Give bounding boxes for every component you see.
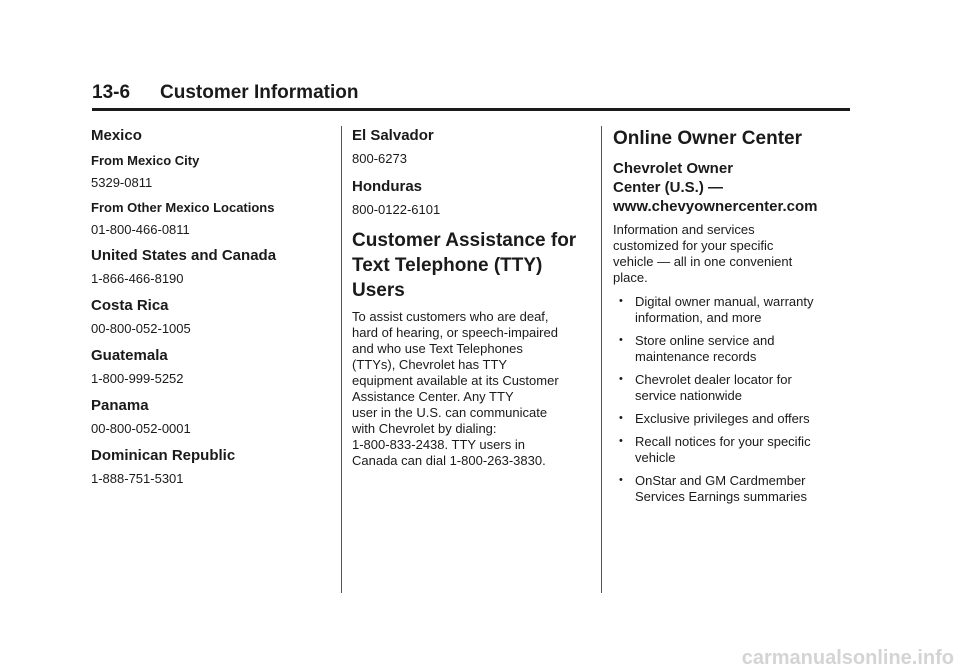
watermark: carmanualsonline.info bbox=[741, 647, 954, 669]
heading-online-owner-center: Online Owner Center bbox=[613, 128, 802, 149]
phone-us-canada: 1-866-466-8190 bbox=[91, 271, 184, 286]
heading-honduras: Honduras bbox=[352, 178, 423, 195]
phone-dominican-republic: 1-888-751-5301 bbox=[91, 471, 184, 486]
label-from-mexico-city: From Mexico City bbox=[91, 153, 200, 168]
list-item-line: Recall notices for your specific bbox=[635, 434, 811, 449]
subheading-line: Center (U.S.) — bbox=[613, 179, 724, 196]
list-item bbox=[613, 333, 853, 365]
intro-line: place. bbox=[613, 270, 648, 285]
phone-honduras: 800-0122-6101 bbox=[352, 202, 441, 217]
list-item-line: OnStar and GM Cardmember bbox=[635, 473, 806, 488]
tty-text-line: user in the U.S. can communicate bbox=[352, 405, 548, 420]
list-item bbox=[613, 473, 853, 505]
tty-paragraph bbox=[352, 309, 592, 469]
page-header bbox=[92, 82, 850, 111]
phone-mexico-other: 01-800-466-0811 bbox=[91, 222, 190, 237]
list-item-line: service nationwide bbox=[635, 388, 742, 403]
intro-line: vehicle — all in one convenient bbox=[613, 254, 793, 269]
heading-el-salvador: El Salvador bbox=[352, 127, 434, 144]
list-item bbox=[613, 372, 853, 404]
list-item bbox=[613, 434, 853, 466]
column-online-owner-center bbox=[613, 126, 853, 512]
list-item-line: maintenance records bbox=[635, 349, 757, 364]
tty-text-line: (TTYs), Chevrolet has TTY bbox=[352, 357, 508, 372]
heading-tty-line: Users bbox=[352, 280, 405, 301]
heading-us-canada: United States and Canada bbox=[91, 247, 277, 264]
list-item bbox=[613, 294, 853, 326]
list-item-line: information, and more bbox=[635, 310, 762, 325]
label-from-other-mexico: From Other Mexico Locations bbox=[91, 200, 275, 215]
column-divider bbox=[341, 126, 342, 593]
feature-list bbox=[613, 294, 853, 505]
subheading-line: www.chevyownercenter.com bbox=[613, 198, 818, 215]
list-item-line: Digital owner manual, warranty bbox=[635, 294, 814, 309]
heading-tty-line: Text Telephone (TTY) bbox=[352, 255, 543, 276]
bullet-icon: • bbox=[619, 373, 623, 385]
bullet-icon: • bbox=[619, 412, 623, 424]
tty-text-line: 1-800-833-2438. TTY users in bbox=[352, 437, 525, 452]
heading-guatemala: Guatemala bbox=[91, 347, 168, 364]
intro-line: customized for your specific bbox=[613, 238, 774, 253]
intro-paragraph bbox=[613, 222, 853, 286]
list-item bbox=[613, 411, 853, 427]
column-tty bbox=[352, 126, 592, 469]
heading-tty-line: Customer Assistance for bbox=[352, 230, 577, 251]
phone-el-salvador: 800-6273 bbox=[352, 151, 407, 166]
tty-text-line: Canada can dial 1-800-263-3830. bbox=[352, 453, 546, 468]
column-country-numbers bbox=[91, 126, 331, 487]
tty-text-line: hard of hearing, or speech-impaired bbox=[352, 325, 558, 340]
phone-mexico-city: 5329-0811 bbox=[91, 175, 153, 190]
phone-guatemala: 1-800-999-5252 bbox=[91, 371, 184, 386]
list-item-line: Exclusive privileges and offers bbox=[635, 411, 810, 426]
phone-costa-rica: 00-800-052-1005 bbox=[91, 321, 191, 336]
subheading-line: Chevrolet Owner bbox=[613, 160, 734, 177]
section-title: Customer Information bbox=[160, 82, 359, 103]
bullet-icon: • bbox=[619, 334, 623, 346]
heading-mexico: Mexico bbox=[91, 127, 142, 144]
bullet-icon: • bbox=[619, 295, 623, 307]
tty-text-line: Assistance Center. Any TTY bbox=[352, 389, 514, 404]
tty-text-line: To assist customers who are deaf, bbox=[352, 309, 549, 324]
column-divider bbox=[601, 126, 602, 593]
tty-text-line: with Chevrolet by dialing: bbox=[352, 421, 497, 436]
subheading-chevrolet-owner-center bbox=[613, 159, 853, 216]
list-item-line: Services Earnings summaries bbox=[635, 489, 807, 504]
list-item-line: vehicle bbox=[635, 450, 676, 465]
heading-costa-rica: Costa Rica bbox=[91, 297, 169, 314]
list-item-line: Store online service and bbox=[635, 333, 775, 348]
intro-line: Information and services bbox=[613, 222, 755, 237]
tty-text-line: and who use Text Telephones bbox=[352, 341, 523, 356]
phone-panama: 00-800-052-0001 bbox=[91, 421, 191, 436]
heading-dominican-republic: Dominican Republic bbox=[91, 447, 236, 464]
list-item-line: Chevrolet dealer locator for bbox=[635, 372, 792, 387]
heading-panama: Panama bbox=[91, 397, 149, 414]
heading-tty bbox=[352, 228, 592, 303]
bullet-icon: • bbox=[619, 435, 623, 447]
page-number: 13-6 bbox=[92, 82, 131, 103]
bullet-icon: • bbox=[619, 474, 623, 486]
tty-text-line: equipment available at its Customer bbox=[352, 373, 559, 388]
